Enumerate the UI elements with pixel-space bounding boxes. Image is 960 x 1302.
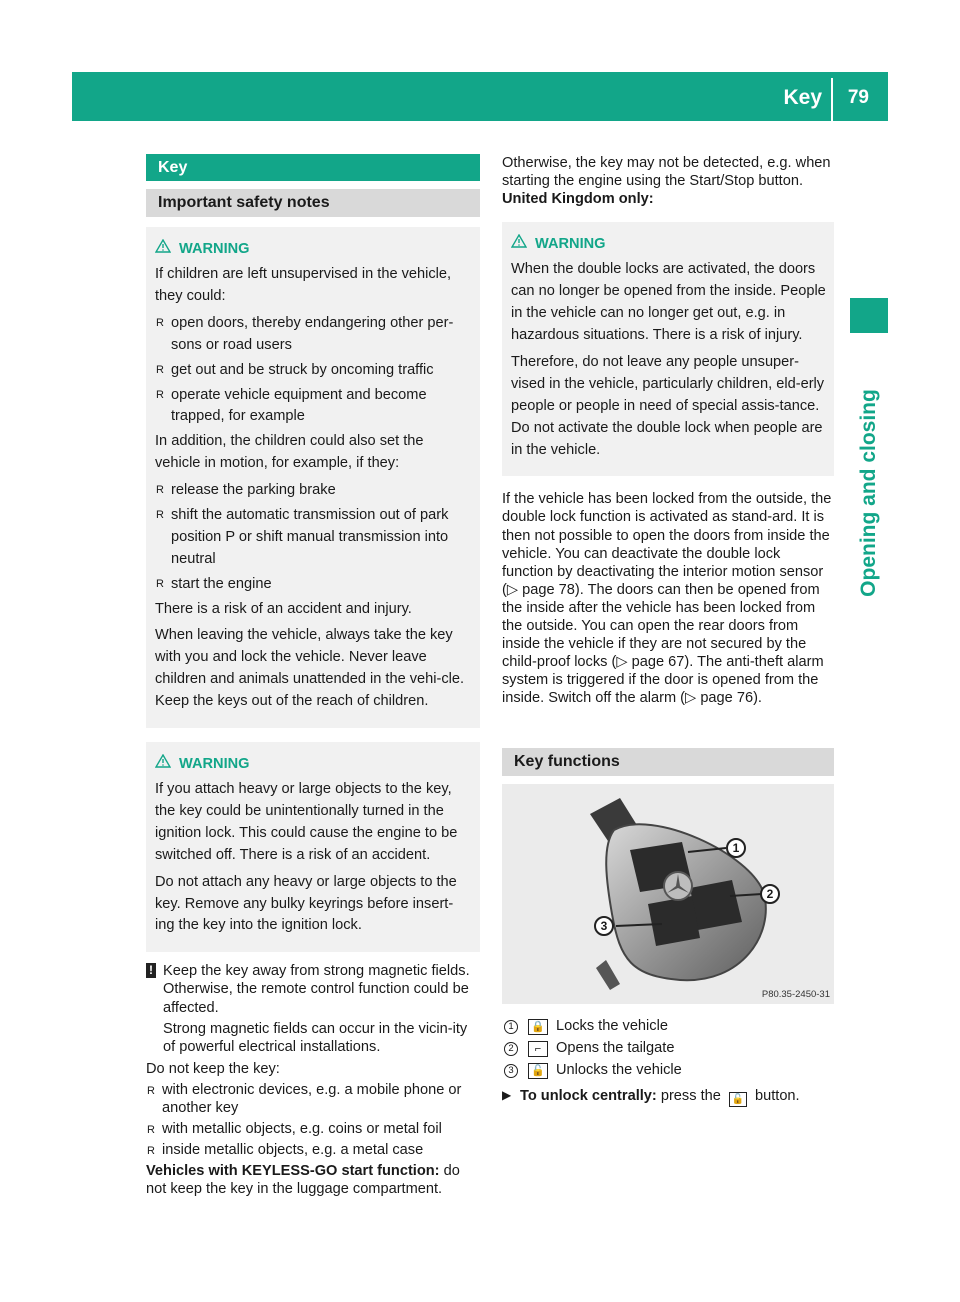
right-column bbox=[502, 154, 834, 1107]
subsection-heading-key-functions: Key functions bbox=[502, 748, 834, 776]
callout-2: 2 bbox=[760, 884, 780, 904]
warning-title: WARNING bbox=[511, 234, 826, 253]
key-functions-list bbox=[502, 1016, 834, 1082]
body-text: Do not keep the key: bbox=[146, 1060, 280, 1077]
page-number: 79 bbox=[847, 87, 869, 108]
warning-list bbox=[155, 480, 472, 595]
function-label: Unlocks the vehicle bbox=[556, 1062, 682, 1079]
note-text: Strong magnetic fields can occur in the vicin-ity of powerful electrical installations. bbox=[163, 1020, 468, 1055]
arrow-right-icon: ▶ bbox=[502, 1087, 512, 1102]
unlock-instruction: ▶ To unlock centrally: press the 🔓 button. bbox=[502, 1087, 800, 1105]
unlock-icon: 🔓 bbox=[528, 1063, 548, 1079]
warning-text: When leaving the vehicle, always take the key with you and lock the vehicle. Never leave children and animals unattended in the vehi-cle. Keep the keys out of the reach of children. bbox=[155, 627, 465, 710]
body-text: If the vehicle has been locked from the outside, the double lock function is activated as stand-ard. It is then not possible to open the doors from inside the vehicle. You can deactivate the double lock function by deactivating the interior motion sensor (▷ page 78). The doors can then be opened from the inside after the vehicle has been locked from the outside. You can open the rear doors from inside the vehicle if they are not secured by the child-proof locks (▷ page 67). The anti-theft alarm system is triggered if the door is opened from the inside. Switch off the alarm (▷ page 76). bbox=[502, 491, 832, 707]
function-row-tailgate bbox=[502, 1038, 834, 1060]
warning-triangle-icon bbox=[511, 234, 535, 253]
function-label: Locks the vehicle bbox=[556, 1018, 668, 1035]
keep-list bbox=[146, 1081, 480, 1159]
keep-key-block bbox=[146, 1060, 480, 1199]
list-item: R with electronic devices, e.g. a mobile phone or another key bbox=[147, 1081, 462, 1116]
function-row-unlock bbox=[502, 1060, 834, 1082]
number-3-icon: 3 bbox=[504, 1064, 518, 1078]
uk-only-label: United Kingdom only: bbox=[502, 191, 654, 208]
warning-text: If you attach heavy or large objects to the key, the key could be unintentionally turned in the ignition lock. This could cause the engine to be switched off. There is a risk of an accident. bbox=[155, 781, 458, 863]
body-text: Otherwise, the key may not be detected, e.g. when starting the engine using the Start/Stop button. bbox=[502, 155, 831, 190]
warning-box-double-lock bbox=[502, 222, 834, 476]
warning-text: Therefore, do not leave any people unsuper-vised in the vehicle, particularly children, eld-erly people or people in need of special assis-tance. Do not activate the double lock when people are in the vehicle. bbox=[511, 353, 825, 458]
side-tab-marker bbox=[850, 298, 888, 333]
list-item: R release the parking brake bbox=[156, 482, 336, 499]
warning-text: There is a risk of an accident and injury. bbox=[155, 600, 412, 617]
subsection-heading-safety: Important safety notes bbox=[146, 189, 480, 217]
section-heading-key: Key bbox=[146, 154, 480, 181]
list-item: R start the engine bbox=[156, 575, 272, 592]
exclamation-icon: ! bbox=[146, 963, 156, 978]
list-item: R with metallic objects, e.g. coins or metal foil bbox=[147, 1121, 442, 1138]
list-item: R inside metallic objects, e.g. a metal case bbox=[147, 1142, 424, 1159]
unlock-icon: 🔓 bbox=[729, 1092, 747, 1107]
header-separator bbox=[831, 78, 833, 121]
figure-code: P80.35-2450-31 bbox=[761, 988, 830, 1000]
number-1-icon: 1 bbox=[504, 1020, 518, 1034]
list-item: R get out and be struck by oncoming traffic bbox=[156, 361, 434, 378]
warning-box-children bbox=[146, 227, 480, 728]
side-chapter-text: Opening and closing bbox=[856, 389, 880, 597]
header-title: Key bbox=[783, 86, 822, 109]
page-header-bar bbox=[72, 72, 888, 121]
body-text: Vehicles with KEYLESS-GO start function: do not keep the key in the luggage compartment. bbox=[146, 1163, 460, 1198]
warning-text: In addition, the children could also set the vehicle in motion, for example, if they: bbox=[155, 433, 424, 472]
warning-title: WARNING bbox=[155, 239, 472, 258]
callout-1: 1 bbox=[726, 838, 746, 858]
list-item: R open doors, thereby endangering other per-sons or road users bbox=[156, 314, 454, 353]
tailgate-icon: ⌐ bbox=[528, 1041, 548, 1057]
left-column bbox=[146, 154, 480, 1198]
list-item: R operate vehicle equipment and become trapped, for example bbox=[156, 386, 427, 425]
side-chapter-label bbox=[851, 368, 887, 618]
function-label: Opens the tailgate bbox=[556, 1040, 675, 1057]
number-2-icon: 2 bbox=[504, 1042, 518, 1056]
warning-text: Do not attach any heavy or large objects to the key. Remove any bulky keyrings before insert-ing the key into the ignition lock. bbox=[155, 873, 457, 934]
warning-list bbox=[155, 313, 472, 428]
key-illustration bbox=[502, 784, 834, 1004]
warning-triangle-icon bbox=[155, 754, 179, 773]
lock-icon: 🔒 bbox=[528, 1019, 548, 1035]
callout-3: 3 bbox=[594, 916, 614, 936]
warning-text: If children are left unsupervised in the vehicle, they could: bbox=[155, 266, 452, 304]
note-text: Keep the key away from strong magnetic fields. Otherwise, the remote control function could be affected. bbox=[163, 963, 470, 1016]
warning-text: When the double locks are activated, the doors can no longer be opened from the inside. People in the vehicle can no longer get out, e.g. in hazardous situations. There is a risk of injury. bbox=[511, 261, 826, 344]
warning-triangle-icon bbox=[155, 239, 179, 258]
car-key-icon bbox=[502, 784, 834, 1004]
list-item: R shift the automatic transmission out of park position P or shift manual transmission into neutral bbox=[156, 507, 449, 567]
warning-box-key-objects bbox=[146, 742, 480, 952]
note-magnetic bbox=[146, 962, 480, 1055]
warning-title: WARNING bbox=[155, 754, 472, 773]
function-row-lock bbox=[502, 1016, 834, 1038]
